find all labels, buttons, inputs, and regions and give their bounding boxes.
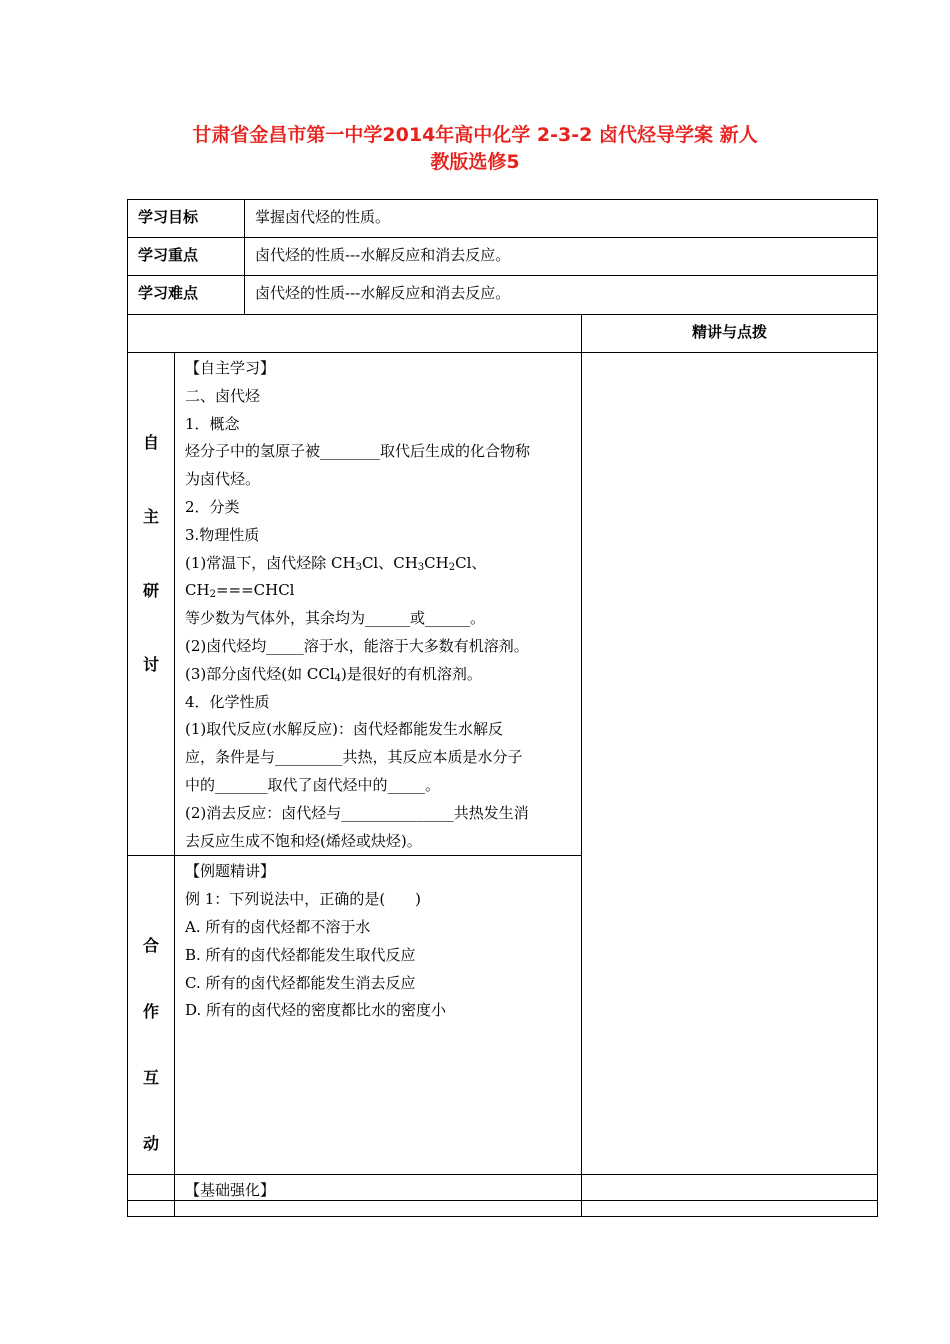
option-c: C. 所有的卤代烃都能发生消去反应 xyxy=(185,973,416,992)
side-char-1: 合 xyxy=(142,936,159,956)
text-line: (1)取代反应(水解反应)：卤代烃都能发生水解反 xyxy=(185,720,503,739)
text-line: 3.物理性质 xyxy=(185,525,260,544)
goal-row xyxy=(128,200,878,238)
text-line: 等少数为气体外，其余均为______或______。 xyxy=(185,609,486,628)
title-line-2: 教版选修5 xyxy=(430,151,520,173)
option-b: B. 所有的卤代烃都能发生取代反应 xyxy=(185,945,416,964)
document-title xyxy=(0,122,950,176)
option-d: D. 所有的卤代烃的密度都比水的密度小 xyxy=(185,1001,447,1020)
text-line: 去反应生成不饱和烃(烯烃或炔烃)。 xyxy=(185,831,422,850)
self-study-content xyxy=(175,353,582,856)
hard-row xyxy=(128,276,878,315)
example-content xyxy=(175,856,582,1201)
text-line: 应，条件是与_________共热，其反应本质是水分子 xyxy=(185,748,523,767)
key-text: 卤代烃的性质---水解反应和消去反应。 xyxy=(245,238,878,276)
foundation-row xyxy=(128,1175,878,1217)
notes-column xyxy=(582,353,878,1201)
study-plan-table xyxy=(127,199,878,1201)
side-char-3: 研 xyxy=(142,581,159,600)
text-line: (2)卤代烃均_____溶于水，能溶于大多数有机溶剂。 xyxy=(185,636,529,655)
foundation-side-cell xyxy=(128,1175,175,1217)
option-a: A. 所有的卤代烃都不溶于水 xyxy=(185,917,371,936)
foundation-heading: 【基础强化】 xyxy=(175,1175,582,1217)
key-row xyxy=(128,238,878,276)
side-char-2: 作 xyxy=(142,1002,159,1022)
text-line: 1．概念 xyxy=(185,414,240,433)
blank-header-cell xyxy=(128,315,582,353)
example-heading: 【例题精讲】 xyxy=(185,862,276,881)
goal-label: 学习目标 xyxy=(128,200,245,238)
text-line: 烃分子中的氢原子被________取代后生成的化合物称 xyxy=(185,442,531,461)
side-char-4: 动 xyxy=(142,1134,159,1154)
key-label: 学习重点 xyxy=(128,238,245,276)
text-line: 4．化学性质 xyxy=(185,692,270,711)
notes-header: 精讲与点拨 xyxy=(582,315,878,353)
side-char-3: 互 xyxy=(142,1068,159,1088)
header-row xyxy=(128,315,878,353)
cooperation-side-label xyxy=(128,856,175,1201)
self-study-row xyxy=(128,353,878,856)
text-line-formula: (1)常温下，卤代烃除 $CH_3Cl$、$CH_3CH_2Cl$、$CH_2===CHCl$ xyxy=(185,553,487,601)
side-char-1: 自 xyxy=(142,433,159,452)
self-study-side-label xyxy=(128,353,175,856)
foundation-table xyxy=(127,1174,878,1217)
text-line: 2．分类 xyxy=(185,497,240,516)
text-line: (2)消去反应：卤代烃与_______________共热发生消 xyxy=(185,803,529,822)
title-line-1: 甘肃省金昌市第一中学2014年高中化学 2-3-2 卤代烃导学案 新人 xyxy=(192,124,758,146)
side-char-2: 主 xyxy=(142,507,159,526)
hard-text: 卤代烃的性质---水解反应和消去反应。 xyxy=(245,276,878,315)
side-char-4: 讨 xyxy=(142,655,159,674)
goal-text: 掌握卤代烃的性质。 xyxy=(245,200,878,238)
text-line: 为卤代烃。 xyxy=(185,470,261,489)
text-line-ccl4: (3)部分卤代烃(如 CCl$_4$)是很好的有机溶剂。 xyxy=(185,664,482,684)
hard-label: 学习难点 xyxy=(128,276,245,315)
text-line: 二、卤代烃 xyxy=(185,386,261,405)
example-question: 例 1：下列说法中，正确的是( ) xyxy=(185,890,422,909)
self-study-heading: 【自主学习】 xyxy=(185,359,276,377)
foundation-notes-cell xyxy=(582,1175,878,1217)
text-line: 中的_______取代了卤代烃中的_____。 xyxy=(185,775,441,794)
